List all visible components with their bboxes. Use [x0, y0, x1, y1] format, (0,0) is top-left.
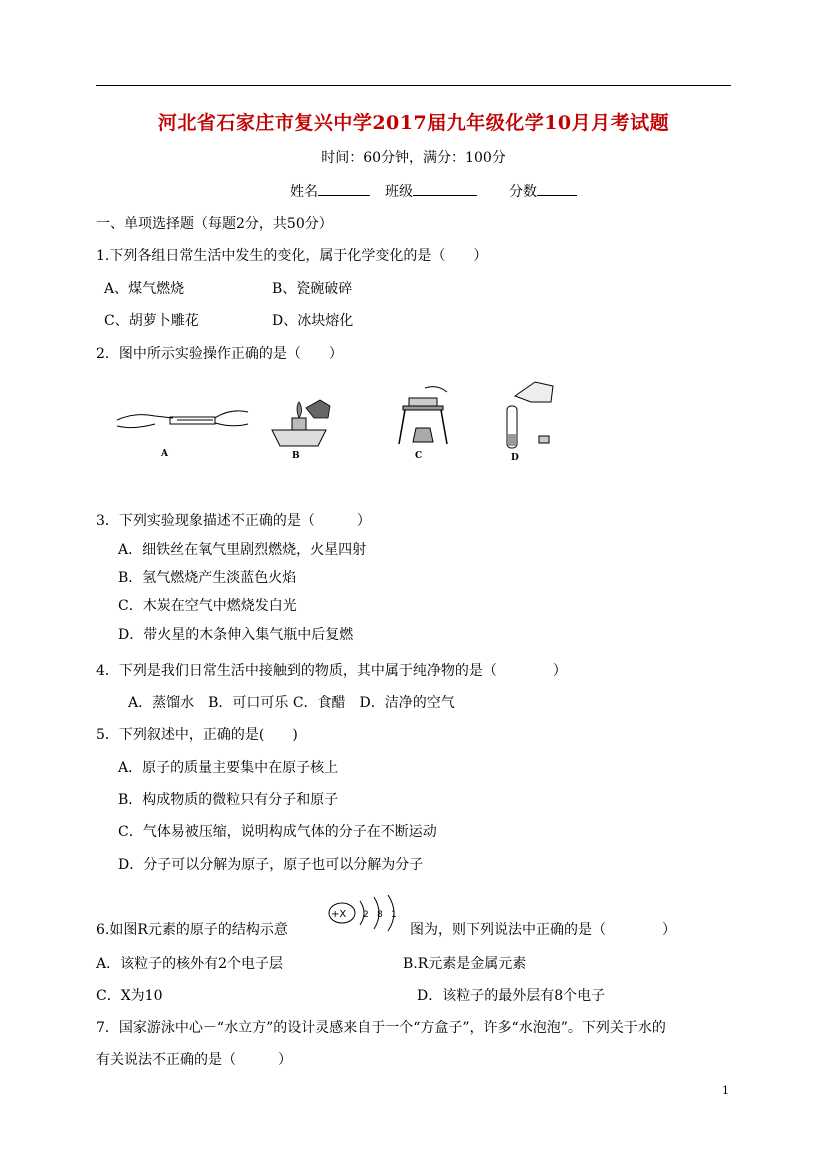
figure-a-label: A	[161, 449, 168, 459]
question-6-option-a[interactable]: A．该粒子的核外有2个电子层	[96, 956, 284, 972]
atomic-structure-diagram	[326, 893, 404, 935]
shell-2-electrons: 8	[377, 910, 383, 920]
question-3-option-c[interactable]: C．木炭在空气中燃烧发白光	[118, 598, 297, 614]
question-5-option-a[interactable]: A．原子的质量主要集中在原子核上	[118, 760, 339, 776]
question-3-stem: 3．下列实验现象描述不正确的是（ ）	[96, 513, 371, 529]
score-label: 分数	[509, 184, 537, 200]
question-1-option-b[interactable]: B、瓷碗破碎	[272, 281, 353, 297]
question-5-option-d[interactable]: D．分子可以分解为原子，原子也可以分解为分子	[118, 857, 424, 873]
question-1-stem: 1.下列各组日常生活中发生的变化，属于化学变化的是（ ）	[96, 248, 488, 264]
question-1-option-d[interactable]: D、冰块熔化	[272, 313, 354, 329]
page-title: 河北省石家庄市复兴中学2017届九年级化学10月月考试题	[157, 112, 670, 134]
figure-d-label: D	[511, 453, 519, 463]
class-label: 班级	[385, 184, 413, 200]
exam-info: 时间：60分钟，满分：100分	[321, 150, 506, 166]
question-6-option-c[interactable]: C．X为10	[96, 988, 163, 1004]
shell-3-electrons: 1	[391, 910, 397, 920]
score-blank[interactable]	[537, 181, 577, 196]
question-3-option-d[interactable]: D．带火星的木条伸入集气瓶中后复燃	[118, 627, 354, 643]
nucleus-charge: +X	[331, 909, 347, 920]
shell-1-electrons: 2	[363, 910, 369, 920]
header-rule	[96, 85, 731, 86]
question-5-stem: 5．下列叙述中，正确的是( )	[96, 727, 298, 743]
figure-b-label: B	[292, 451, 300, 461]
name-blank[interactable]	[318, 181, 370, 196]
figure-c-heating	[385, 382, 460, 464]
question-1-option-a[interactable]: A、煤气燃烧	[104, 281, 185, 297]
question-6-option-d[interactable]: D．该粒子的最外层有8个电子	[417, 988, 606, 1004]
name-label: 姓名	[290, 184, 318, 200]
question-6-option-b[interactable]: B.R元素是金属元素	[403, 956, 527, 972]
question-7-stem-line1: 7．国家游泳中心－“水立方”的设计灵感来自于一个“方盒子”，许多“水泡泡”。下列关于水的	[96, 1020, 666, 1036]
question-6-stem-part2: 图为，则下列说法中正确的是（ ）	[410, 922, 676, 938]
figure-c-label: C	[415, 451, 423, 461]
question-4-options[interactable]: A．蒸馏水 B．可口可乐 C．食醋 D．洁净的空气	[128, 695, 455, 711]
name-field[interactable]	[290, 181, 370, 201]
class-blank[interactable]	[413, 181, 477, 196]
figure-a-test-tube-held	[115, 392, 250, 462]
page-number: 1	[722, 1084, 729, 1097]
question-4-stem: 4．下列是我们日常生活中接触到的物质，其中属于纯净物的是（ ）	[96, 663, 567, 679]
question-5-option-c[interactable]: C．气体易被压缩，说明构成气体的分子在不断运动	[118, 824, 437, 840]
figure-d-pouring	[495, 376, 560, 464]
question-2-stem: 2．图中所示实验操作正确的是（ ）	[96, 346, 343, 362]
section-heading: 一、单项选择题（每题2分，共50分）	[96, 216, 333, 232]
question-5-option-b[interactable]: B．构成物质的微粒只有分子和原子	[118, 792, 339, 808]
class-field[interactable]	[385, 181, 477, 201]
score-field[interactable]	[509, 181, 577, 201]
question-3-option-a[interactable]: A．细铁丝在氧气里剧烈燃烧，火星四射	[118, 542, 367, 558]
question-1-option-c[interactable]: C、胡萝卜雕花	[104, 313, 199, 329]
figure-b-alcohol-lamp	[262, 388, 337, 464]
question-6-stem-part1: 6.如图R元素的原子的结构示意	[96, 922, 288, 938]
question-3-option-b[interactable]: B．氢气燃烧产生淡蓝色火焰	[118, 570, 297, 586]
question-7-stem-line2: 有关说法不正确的是（ ）	[96, 1052, 292, 1068]
